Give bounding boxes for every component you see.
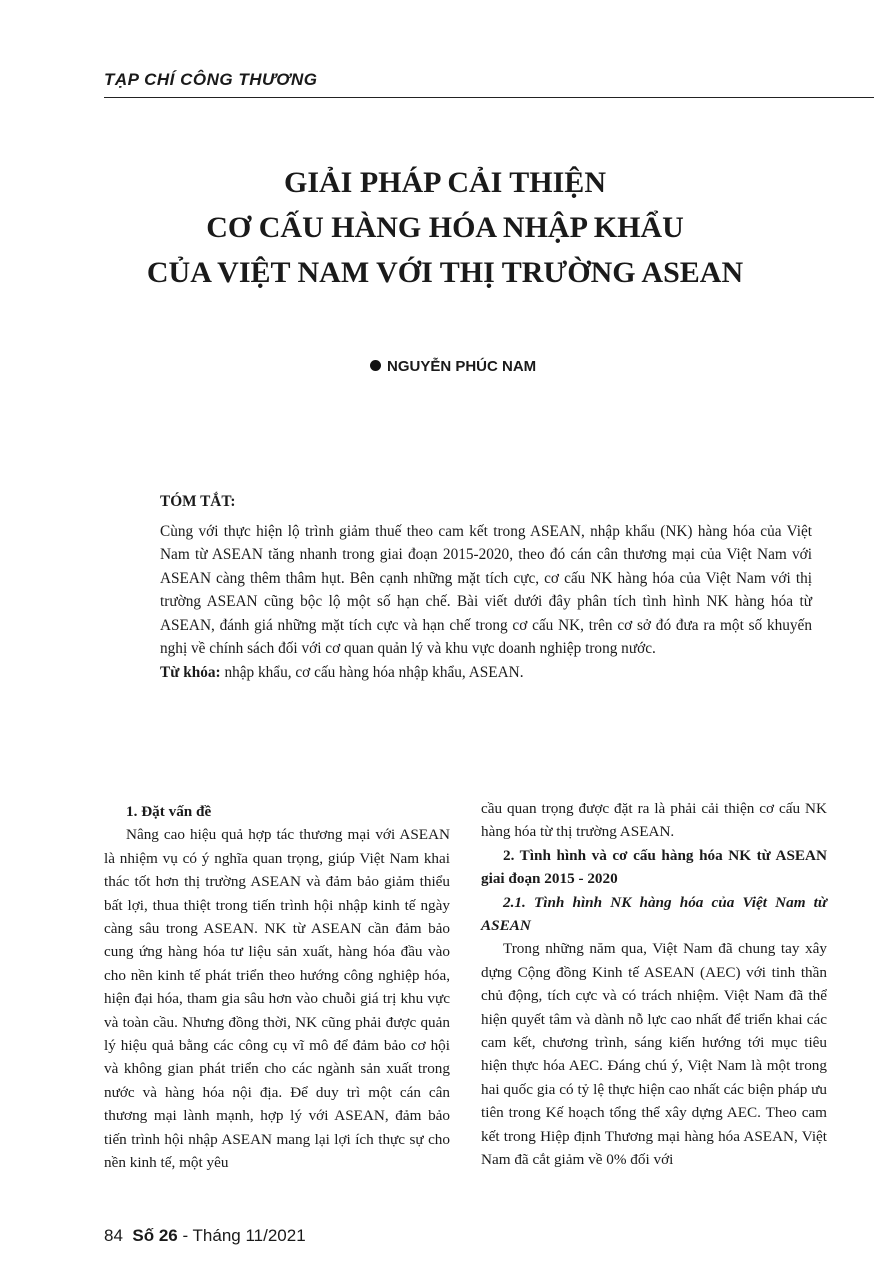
keywords-text: nhập khẩu, cơ cấu hàng hóa nhập khẩu, ASEAN. xyxy=(220,663,524,681)
author-byline xyxy=(370,358,536,375)
column-left xyxy=(104,800,450,1175)
section-1-heading: 1. Đặt vấn đề xyxy=(126,803,212,820)
keywords-label: Từ khóa: xyxy=(160,663,221,681)
section-2-1-heading: 2.1. Tình hình NK hàng hóa của Việt Nam từ ASEAN xyxy=(481,893,827,935)
column-right xyxy=(481,797,827,1172)
section-2-heading: 2. Tình hình và cơ cấu hàng hóa NK từ ASEAN giai đoạn 2015 - 2020 xyxy=(481,846,827,888)
section-1-continuation: cầu quan trọng được đặt ra là phải cải thiện cơ cấu NK hàng hóa từ thị trường ASEAN. xyxy=(481,800,827,841)
title-line-1: GIẢI PHÁP CẢI THIỆN xyxy=(283,166,606,199)
title-line-2: CƠ CẤU HÀNG HÓA NHẬP KHẨU xyxy=(206,211,684,244)
section-2-1-text: Trong những năm qua, Việt Nam đã chung tay xây dựng Cộng đồng Kinh tế ASEAN (AEC) với tinh thần chủ động, tích cực và có trách nhiệm. Việt Nam đã thể hiện quyết tâm và dành nỗ lực cao nhất để triển khai các cam kết, chương trình, sáng kiến hướng tới mục tiêu hiện thực hóa AEC. Đáng chú ý, Việt Nam là một trong hai quốc gia có tỷ lệ thực hiện cao nhất các biện pháp ưu tiên trong Kế hoạch tổng thể xây dựng AEC. Theo cam kết trong Hiệp định Thương mại hàng hóa ASEAN, Việt Nam đã cắt giảm về 0% đối với xyxy=(481,940,827,1169)
article-title xyxy=(90,160,800,295)
header-rule xyxy=(104,97,874,98)
abstract-body: Cùng với thực hiện lộ trình giảm thuế theo cam kết trong ASEAN, nhập khẩu (NK) hàng hóa của Việt Nam từ ASEAN tăng nhanh trong giai đoạn 2015-2020, theo đó cán cân thương mại của Việt Nam với ASEAN càng thêm thâm hụt. Bên cạnh những mặt tích cực, cơ cấu NK hàng hóa của Việt Nam với thị trường ASEAN cũng bộc lộ một số hạn chế. Bài viết dưới đây phân tích tình hình NK hàng hóa từ ASEAN, đánh giá những mặt tích cực và hạn chế trong cơ cấu NK, trên cơ sở đó đưa ra một số khuyến nghị về chính sách đối với cơ quan quản lý và khu vực doanh nghiệp trong nước. xyxy=(160,522,812,657)
abstract xyxy=(160,490,812,684)
bullet-dot-icon xyxy=(370,360,381,371)
issue-number: Số 26 xyxy=(132,1226,178,1245)
journal-name: TẠP CHÍ CÔNG THƯƠNG xyxy=(104,70,318,89)
keywords xyxy=(160,661,812,685)
section-1-text: Nâng cao hiệu quả hợp tác thương mại với ASEAN là nhiệm vụ có ý nghĩa quan trọng, giúp Việt Nam khai thác tốt hơn thị trường ASEAN và đảm bảo giảm thiểu bất lợi, thua thiệt trong tiến trình hội nhập kinh tế ngày càng sâu trong ASEAN. NK từ ASEAN cần đảm bảo cung ứng hàng hóa tư liệu sản xuất, hàng hóa đầu vào cho nền kinh tế phát triển theo hướng công nghiệp hóa, hiện đại hóa, tham gia sâu hơn vào chuỗi giá trị khu vực và toàn cầu. Nhưng đồng thời, NK cũng phải được quản lý hiệu quả bằng các công cụ vĩ mô để đảm bảo cơ hội và không gian phát triển cho các ngành sản xuất trong nước và hàng hóa nội địa. Để duy trì một cán cân thương mại lành mạnh, hợp lý với ASEAN, đảm bảo tiến trình hội nhập ASEAN mang lại lợi ích thực sự cho nền kinh tế, một yêu xyxy=(104,826,450,1172)
abstract-heading: TÓM TẮT: xyxy=(160,493,236,510)
title-line-3: CỦA VIỆT NAM VỚI THỊ TRƯỜNG ASEAN xyxy=(146,256,744,289)
page-number: 84 xyxy=(104,1226,123,1245)
page-footer xyxy=(104,1226,306,1246)
issue-date: - Tháng 11/2021 xyxy=(177,1226,306,1245)
author-name: NGUYỄN PHÚC NAM xyxy=(387,358,537,375)
